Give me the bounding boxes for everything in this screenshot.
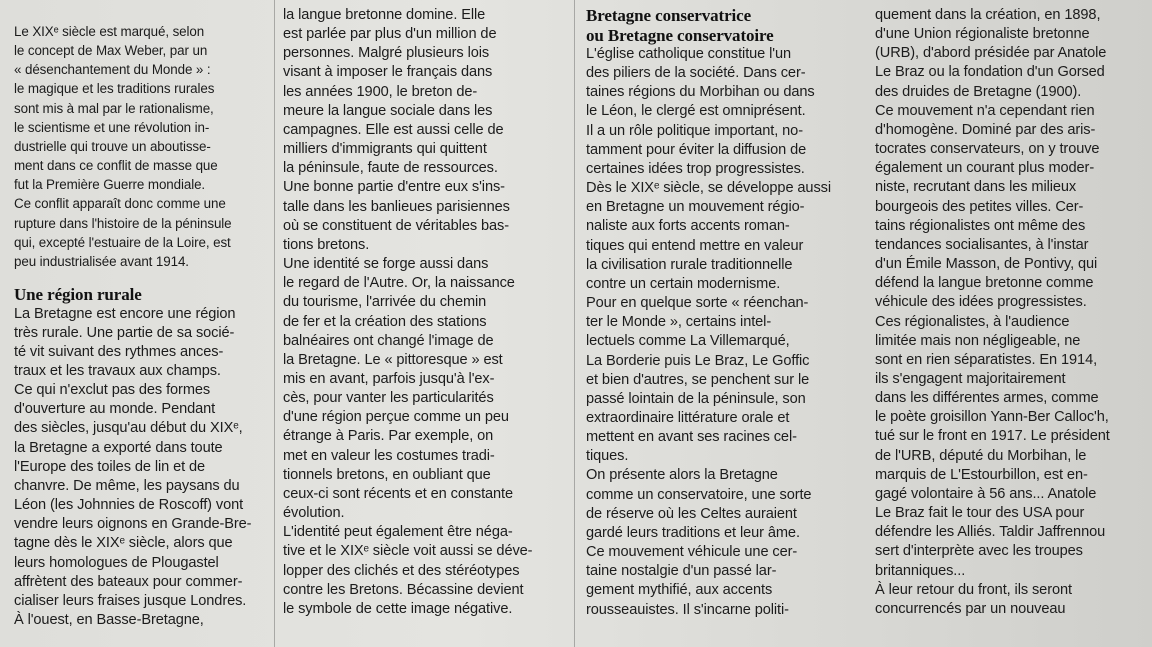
text-line: Une bonne partie d'entre eux s'ins- (283, 179, 505, 196)
text-line: tionnels bretons, en oubliant que (283, 466, 491, 483)
text-line: peu industrialisée avant 1914. (14, 253, 189, 269)
text-line: ment dans ce conflit de masse que (14, 158, 218, 174)
paragraph (586, 466, 858, 619)
text-line: le magique et les traditions rurales (14, 81, 215, 97)
text-line: en Bretagne un mouvement régio- (586, 199, 805, 216)
text-line: bourgeois des petites villes. Cer- (875, 198, 1084, 215)
text-line: également un courant plus moder- (875, 160, 1095, 177)
text-line: balnéaires ont changé l'image de (283, 332, 494, 349)
column-divider (274, 0, 275, 647)
text-line: tocrates conservateurs, on y trouve (875, 141, 1100, 158)
text-line: et bien d'autres, se penchent sur le (586, 371, 810, 388)
column-3 (586, 6, 858, 620)
text-line: Ce mouvement véhicule une cer- (586, 544, 798, 561)
text-line: est parlée par plus d'un million de (283, 26, 497, 43)
text-line: taines régions du Morbihan ou dans (586, 84, 815, 101)
text-line: lopper des clichés et des stéréotypes (283, 562, 520, 579)
text-line: la civilisation rurale traditionnelle (586, 256, 793, 273)
paragraph (14, 305, 267, 631)
text-line: tagne dès le XIXᵉ siècle, alors que (14, 535, 233, 552)
text-line: lectuels comme La Villemarqué, (586, 333, 790, 350)
text-line: naliste aux forts accents roman- (586, 218, 790, 235)
text-line: L'église catholique constitue l'un (586, 46, 792, 62)
text-line: marquis de L'Estourbillon, est en- (875, 466, 1088, 483)
text-line: les années 1900, le breton de- (283, 83, 478, 100)
text-line: L'identité peut également être néga- (283, 524, 513, 541)
text-line: ils s'engagent majoritairement (875, 370, 1066, 387)
text-line: très rurale. Une partie de sa socié- (14, 324, 235, 341)
text-line: niste, recrutant dans les milieux (875, 179, 1077, 196)
text-line: tamment pour éviter la diffusion de (586, 141, 807, 158)
text-line: traux et les travaux aux champs. (14, 363, 221, 379)
text-line: tiques. (586, 448, 629, 465)
text-line: dans les différentes armes, comme (875, 390, 1099, 407)
text-line: qui, excepté l'estuaire de la Loire, est (14, 234, 231, 250)
text-line: tiques qui entend mettre en valeur (586, 237, 804, 254)
text-line: d'homogène. Dominé par des aris- (875, 121, 1096, 138)
text-line: le Léon, le clergé est omniprésent. (586, 103, 806, 120)
text-line: ou Bretagne conservatoire (586, 25, 774, 45)
text-line: quement dans la création, en 1898, (875, 7, 1101, 23)
text-line: (URB), d'abord présidée par Anatole (875, 45, 1107, 62)
text-line: sont en rien séparatistes. En 1914, (875, 351, 1098, 368)
text-line: le scientisme et une révolution in- (14, 119, 210, 135)
text-line: évolution. (283, 505, 345, 522)
text-line: la langue bretonne domine. Elle (283, 7, 486, 23)
text-line: la Bretagne a exporté dans toute (14, 439, 223, 456)
text-line: mis en avant, parfois jusqu'à l'ex- (283, 370, 495, 387)
text-line: passé lointain de la péninsule, son (586, 390, 806, 407)
text-line: Ce conflit apparaît donc comme une (14, 196, 226, 212)
text-line: meure la langue sociale dans les (283, 102, 493, 119)
text-line: Le Braz ou la fondation d'un Gorsed (875, 64, 1105, 81)
text-line: Ce mouvement n'a cependant rien (875, 102, 1095, 119)
paragraph (283, 523, 545, 619)
text-line: limitée mais non négligeable, ne (875, 332, 1081, 349)
text-line: dustrielle qui trouve un aboutisse- (14, 138, 211, 154)
text-line: le regard de l'Autre. Or, la naissance (283, 275, 515, 292)
paragraph (875, 6, 1143, 313)
text-line: le symbole de cette image négative. (283, 600, 513, 617)
text-line: leurs homologues de Plougastel (14, 554, 219, 571)
paragraph (586, 45, 858, 179)
text-line: campagnes. Elle est aussi celle de (283, 121, 504, 138)
text-line: d'un Émile Masson, de Pontivy, qui (875, 256, 1098, 273)
paragraph (14, 22, 267, 194)
column-2 (283, 6, 545, 619)
text-line: Ces régionalistes, à l'audience (875, 313, 1070, 330)
text-line: Bretagne conservatrice (586, 6, 752, 25)
text-line: gement mythifié, aux accents (586, 582, 773, 599)
text-line: milliers d'immigrants qui quittent (283, 141, 487, 158)
text-line: Léon (les Johnnies de Roscoff) vont (14, 497, 244, 514)
text-line: de fer et la création des stations (283, 313, 487, 330)
text-line: concurrencés par un nouveau (875, 600, 1066, 617)
text-line: le concept de Max Weber, par un (14, 43, 208, 59)
text-line: comme un conservatoire, une sorte (586, 486, 812, 503)
paragraph (586, 179, 858, 466)
text-line: sont mis à mal par le rationalisme, (14, 100, 214, 116)
text-line: Ce qui n'exclut pas des formes (14, 382, 211, 399)
text-line: ter le Monde », certains intel- (586, 314, 772, 331)
text-line: étrange à Paris. Par exemple, on (283, 428, 494, 445)
text-line: La Bretagne est encore une région (14, 305, 236, 322)
text-line: rupture dans l'histoire de la péninsule (14, 215, 232, 231)
paragraph (875, 581, 1143, 619)
paragraph (875, 313, 1143, 581)
text-line: tains régionalistes ont même des (875, 217, 1086, 234)
text-line: extraordinaire littérature orale et (586, 409, 790, 426)
text-line: Une identité se forge aussi dans (283, 256, 489, 273)
text-line: taine nostalgie d'un passé lar- (586, 563, 777, 580)
text-line: contre un certain modernisme. (586, 275, 781, 292)
column-1 (14, 22, 267, 630)
text-line: Le Braz fait le tour des USA pour (875, 505, 1085, 522)
column-divider (574, 0, 575, 647)
text-line: Pour en quelque sorte « réenchan- (586, 295, 809, 312)
text-line: visant à imposer le français dans (283, 64, 493, 81)
text-line: cès, pour vanter les particularités (283, 390, 494, 407)
text-line: l'Europe des toiles de lin et de (14, 458, 206, 475)
text-line: chanvre. De même, les paysans du (14, 477, 240, 494)
text-line: tué sur le front en 1917. Le président (875, 428, 1110, 445)
text-line: La Borderie puis Le Braz, Le Goffic (586, 352, 810, 369)
text-line: té vit suivant des rythmes ances- (14, 343, 224, 360)
text-line: rousseauistes. Il s'incarne politi- (586, 601, 789, 618)
text-line: personnes. Malgré plusieurs lois (283, 45, 490, 62)
text-line: Il a un rôle politique important, no- (586, 122, 803, 139)
text-line: véhicule des idées progressistes. (875, 294, 1087, 311)
text-line: tive et le XIXᵉ siècle voit aussi se déve- (283, 543, 533, 560)
text-line: tions bretons. (283, 236, 370, 253)
section-heading (586, 6, 858, 45)
paragraph (283, 6, 545, 255)
text-line: du tourisme, l'arrivée du chemin (283, 294, 487, 311)
text-line: défend la langue bretonne comme (875, 275, 1094, 292)
text-line: d'une Union régionaliste bretonne (875, 26, 1090, 43)
text-line: la péninsule, faute de ressources. (283, 160, 498, 177)
text-line: talle dans les banlieues parisiennes (283, 198, 510, 215)
text-line: le poète groisillon Yann-Ber Calloc'h, (875, 409, 1109, 426)
text-line: gardé leurs traditions et leur âme. (586, 524, 800, 541)
section-heading: Une région rurale (14, 285, 142, 305)
paragraph (14, 194, 267, 271)
text-line: met en valeur les costumes tradi- (283, 447, 495, 464)
text-line: contre les Bretons. Bécassine devient (283, 581, 524, 598)
text-line: ceux-ci sont récents et en constante (283, 485, 514, 502)
text-line: On présente alors la Bretagne (586, 467, 778, 484)
text-line: certaines idées trop progressistes. (586, 160, 805, 177)
text-line: affrètent des bateaux pour commer- (14, 573, 243, 590)
text-line: de réserve où les Celtes auraient (586, 505, 797, 522)
text-line: À leur retour du front, ils seront (875, 581, 1072, 598)
column-4 (875, 6, 1143, 619)
text-line: gagé volontaire à 56 ans... Anatole (875, 485, 1097, 502)
text-line: la Bretagne. Le « pittoresque » est (283, 351, 503, 368)
text-line: Le XIXᵉ siècle est marqué, selon (14, 24, 205, 39)
text-line: défendre les Alliés. Taldir Jaffrennou (875, 524, 1106, 541)
text-line: de l'URB, député du Morbihan, le (875, 447, 1087, 464)
text-line: d'une région perçue comme un peu (283, 409, 509, 426)
text-line: fut la Première Guerre mondiale. (14, 177, 206, 193)
text-line: cialiser leurs fraises jusque Londres. (14, 592, 247, 609)
text-line: À l'ouest, en Basse-Bretagne, (14, 612, 204, 629)
text-line: des siècles, jusqu'au début du XIXᵉ, (14, 420, 243, 437)
paragraph (283, 255, 545, 523)
text-line: mettent en avant ses racines cel- (586, 429, 797, 446)
text-line: tendances socialisantes, à l'instar (875, 236, 1089, 253)
text-line: « désenchantement du Monde » : (14, 62, 211, 78)
text-line: où se constituent de véritables bas- (283, 217, 509, 234)
text-line: des druides de Bretagne (1900). (875, 83, 1082, 100)
text-line: Dès le XIXᵉ siècle, se développe aussi (586, 180, 831, 197)
text-line: des piliers de la société. Dans cer- (586, 65, 806, 82)
text-line: vendre leurs oignons en Grande-Bre- (14, 516, 252, 533)
text-line: britanniques... (875, 562, 966, 579)
text-line: d'ouverture au monde. Pendant (14, 401, 216, 418)
text-line: sert d'interprète avec les troupes (875, 543, 1083, 560)
